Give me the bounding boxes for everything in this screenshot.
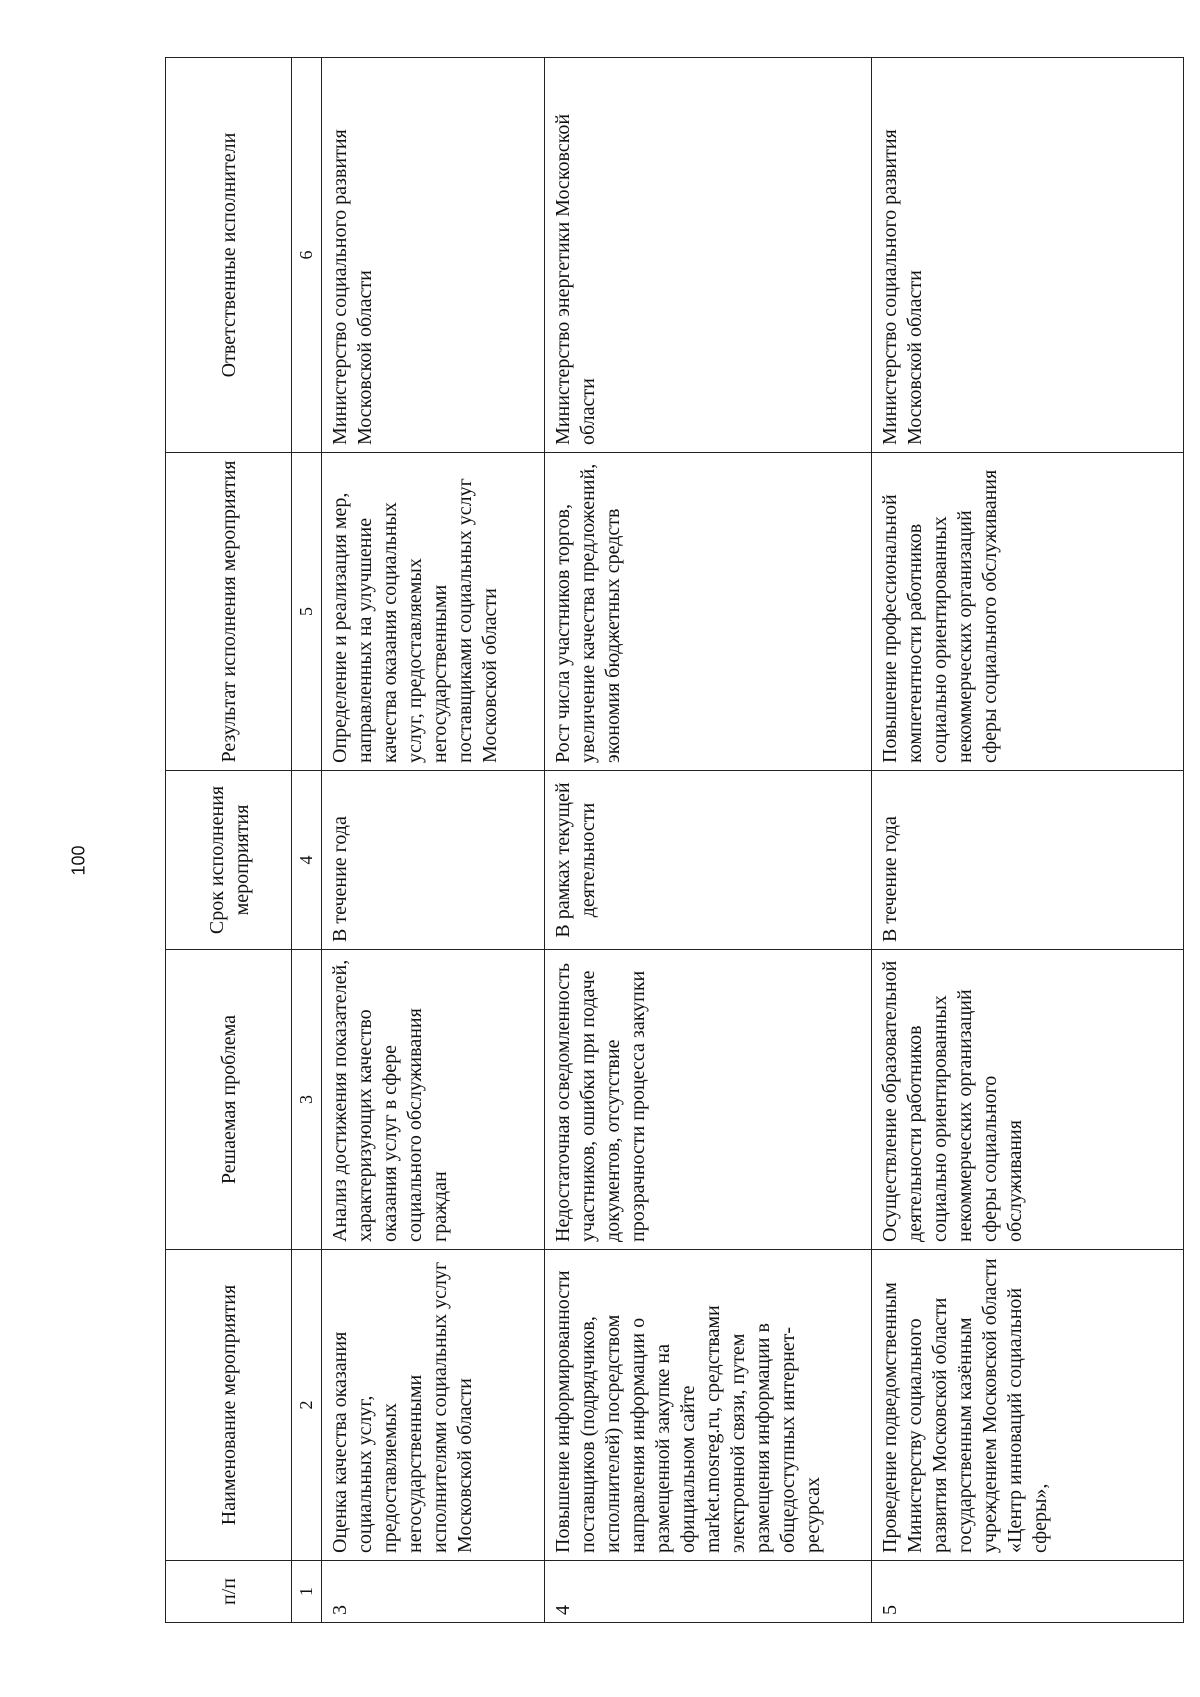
- result-text: Повышение профессиональной компетентности работников социально ориентированных некоммерческих организаций сферы социального обслуживания: [872, 453, 1184, 771]
- row-number: 3: [322, 1561, 545, 1623]
- result-text: Определение и реализация мер, направленных на улучшение качества оказания социальных услуг, предоставляемых негосударственными поставщиками социальных услуг Московской области: [322, 453, 545, 771]
- executor-text: Министерство энергетики Московской области: [545, 58, 872, 453]
- page-number: 100: [68, 845, 89, 876]
- column-number: 5: [292, 453, 322, 771]
- column-number: 6: [292, 58, 322, 453]
- table-row: [872, 58, 1184, 1623]
- measure-name: Проведение подведомственным Министерству социального развития Московской области государственным казённым учреждением Московской области «Центр инноваций социальной сферы»,: [872, 1250, 1184, 1561]
- table-row: [322, 58, 545, 1623]
- rotated-table-container: [165, 58, 1183, 1623]
- header-term: Срок исполнения мероприятия: [166, 771, 292, 950]
- executor-text: Министерство социального развития Московской области: [322, 58, 545, 453]
- column-number-row: [292, 58, 322, 1623]
- row-number: 5: [872, 1561, 1184, 1623]
- problem-text: Анализ достижения показателей, характеризующих качество оказания услуг в сфере социального обслуживания граждан: [322, 950, 545, 1250]
- term-text: В течение года: [322, 771, 545, 950]
- header-problem: Решаемая проблема: [166, 950, 292, 1250]
- problem-text: Недостаточная осведомленность участников, ошибки при подаче документов, отсутствие прозрачности процесса закупки: [545, 950, 872, 1250]
- term-text: В рамках текущей деятельности: [545, 771, 872, 950]
- result-text: Рост числа участников торгов, увеличение качества предложений, экономия бюджетных средств: [545, 453, 872, 771]
- column-number: 4: [292, 771, 322, 950]
- header-measure-name: Наименование мероприятия: [166, 1250, 292, 1561]
- measure-name: Повышение информированности поставщиков (подрядчиков, исполнителей) посредством направления информации о размещенной закупке на официальном сайте market.mosreg.ru, средствами электронной связи, путем размещения информации в общедоступных интернет-ресурсах: [545, 1250, 872, 1561]
- term-text: В течение года: [872, 771, 1184, 950]
- header-number: п/п: [166, 1561, 292, 1623]
- table-row: [545, 58, 872, 1623]
- table-header-row: [166, 58, 292, 1623]
- measures-table: [165, 57, 1184, 1623]
- row-number: 4: [545, 1561, 872, 1623]
- column-number: 1: [292, 1561, 322, 1623]
- executor-text: Министерство социального развития Московской области: [872, 58, 1184, 453]
- measure-name: Оценка качества оказания социальных услуг, предоставляемых негосударственными исполнителями социальных услуг Московской области: [322, 1250, 545, 1561]
- column-number: 3: [292, 950, 322, 1250]
- header-result: Результат исполнения мероприятия: [166, 453, 292, 771]
- header-executors: Ответственные исполнители: [166, 58, 292, 453]
- column-number: 2: [292, 1250, 322, 1561]
- problem-text: Осуществление образовательной деятельности работников социально ориентированных некоммерческих организаций сферы социального обслуживания: [872, 950, 1184, 1250]
